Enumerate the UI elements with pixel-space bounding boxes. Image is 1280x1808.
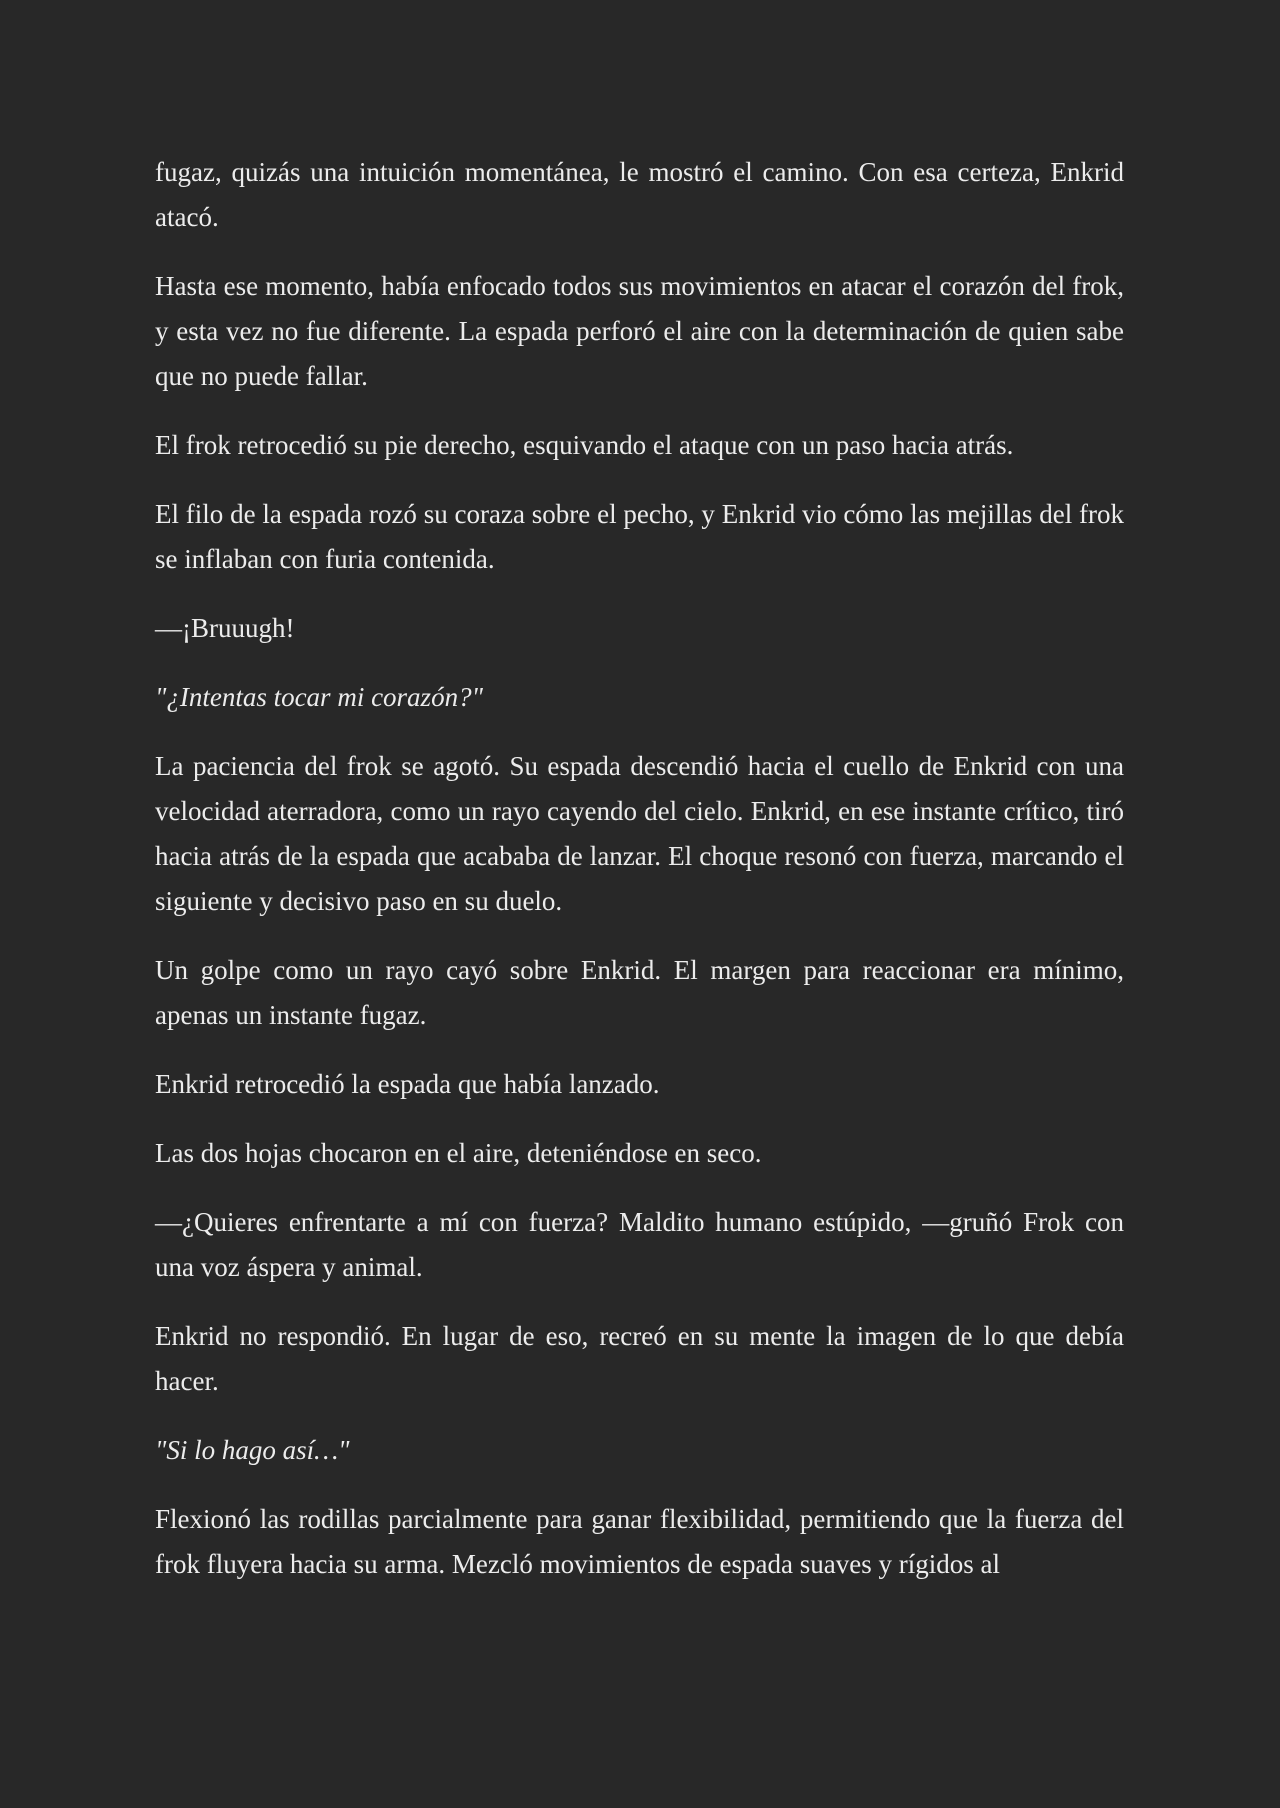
thought-paragraph: "Si lo hago así…" — [155, 1435, 350, 1465]
paragraph: Las dos hojas chocaron en el aire, deteniéndose en seco. — [155, 1138, 762, 1168]
dialogue-paragraph: —¡Bruuugh! — [155, 613, 295, 643]
paragraph: La paciencia del frok se agotó. Su espada descendió hacia el cuello de Enkrid con una velocidad aterradora, como un rayo cayendo del cielo. Enkrid, en ese instante crítico, tiró hacia atrás de la espada que acababa de lanzar. El choque resonó con fuerza, marcando el siguiente y decisivo paso en su duelo. — [155, 751, 1124, 916]
paragraph: fugaz, quizás una intuición momentánea, le mostró el camino. Con esa certeza, Enkrid atacó. — [155, 157, 1124, 232]
paragraph: Enkrid no respondió. En lugar de eso, recreó en su mente la imagen de lo que debía hacer. — [155, 1321, 1124, 1396]
thought-paragraph: "¿Intentas tocar mi corazón?" — [155, 682, 483, 712]
paragraph: Hasta ese momento, había enfocado todos sus movimientos en atacar el corazón del frok, y esta vez no fue diferente. La espada perforó el aire con la determinación de quien sabe que no puede fallar. — [155, 271, 1124, 391]
paragraph: El frok retrocedió su pie derecho, esquivando el ataque con un paso hacia atrás. — [155, 430, 1014, 460]
paragraph: El filo de la espada rozó su coraza sobre el pecho, y Enkrid vio cómo las mejillas del frok se inflaban con furia contenida. — [155, 499, 1124, 574]
paragraph: Enkrid retrocedió la espada que había lanzado. — [155, 1069, 660, 1099]
reader-page — [155, 150, 1124, 1611]
paragraph: Flexionó las rodillas parcialmente para ganar flexibilidad, permitiendo que la fuerza del frok fluyera hacia su arma. Mezcló movimientos de espada suaves y rígidos al — [155, 1504, 1124, 1579]
paragraph: Un golpe como un rayo cayó sobre Enkrid. El margen para reaccionar era mínimo, apenas un instante fugaz. — [155, 955, 1124, 1030]
dialogue-paragraph: —¿Quieres enfrentarte a mí con fuerza? Maldito humano estúpido, —gruñó Frok con una voz áspera y animal. — [155, 1207, 1124, 1282]
